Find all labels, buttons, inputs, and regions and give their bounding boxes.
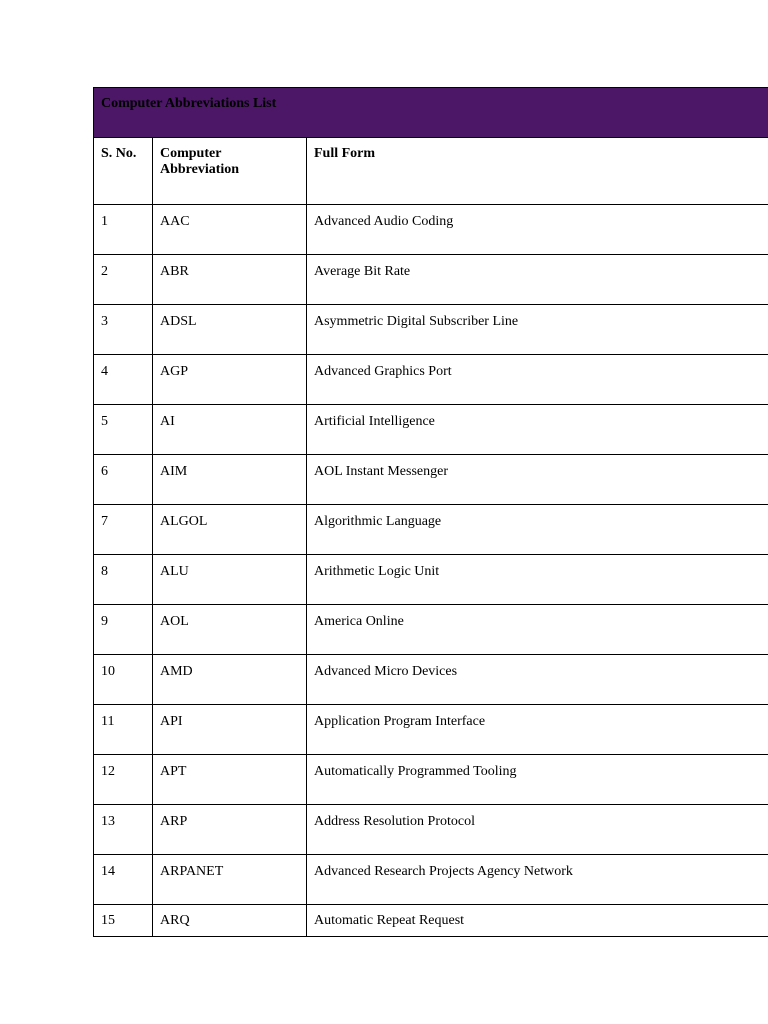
cell-abbreviation: API — [153, 705, 307, 755]
table-row — [94, 205, 768, 255]
cell-abbreviation: AAC — [153, 205, 307, 255]
cell-full-form: Address Resolution Protocol — [307, 805, 768, 855]
cell-serial-number: 12 — [94, 755, 153, 805]
cell-serial-number: 5 — [94, 405, 153, 455]
header-abbreviation: Computer Abbreviation — [153, 138, 307, 205]
cell-abbreviation: AI — [153, 405, 307, 455]
cell-full-form: Algorithmic Language — [307, 505, 768, 555]
cell-abbreviation: ABR — [153, 255, 307, 305]
cell-abbreviation: AMD — [153, 655, 307, 705]
cell-serial-number: 15 — [94, 905, 153, 937]
table-title: Computer Abbreviations List — [94, 88, 768, 138]
cell-full-form: Artificial Intelligence — [307, 405, 768, 455]
cell-full-form: Asymmetric Digital Subscriber Line — [307, 305, 768, 355]
cell-serial-number: 3 — [94, 305, 153, 355]
table-row — [94, 855, 768, 905]
cell-serial-number: 4 — [94, 355, 153, 405]
cell-full-form: Advanced Graphics Port — [307, 355, 768, 405]
cell-full-form: America Online — [307, 605, 768, 655]
cell-full-form: Advanced Research Projects Agency Network — [307, 855, 768, 905]
cell-serial-number: 9 — [94, 605, 153, 655]
table-row — [94, 355, 768, 405]
cell-abbreviation: ARQ — [153, 905, 307, 937]
cell-abbreviation: ADSL — [153, 305, 307, 355]
cell-abbreviation: ARP — [153, 805, 307, 855]
cell-abbreviation: AIM — [153, 455, 307, 505]
header-serial-number: S. No. — [94, 138, 153, 205]
table-row — [94, 255, 768, 305]
cell-full-form: Advanced Micro Devices — [307, 655, 768, 705]
cell-serial-number: 2 — [94, 255, 153, 305]
cell-full-form: AOL Instant Messenger — [307, 455, 768, 505]
table-row — [94, 405, 768, 455]
table-row — [94, 755, 768, 805]
table-row — [94, 805, 768, 855]
table-row — [94, 455, 768, 505]
cell-abbreviation: ALGOL — [153, 505, 307, 555]
cell-serial-number: 8 — [94, 555, 153, 605]
table-row — [94, 505, 768, 555]
table-body — [94, 88, 768, 937]
cell-full-form: Automatic Repeat Request — [307, 905, 768, 937]
cell-serial-number: 10 — [94, 655, 153, 705]
cell-serial-number: 11 — [94, 705, 153, 755]
cell-serial-number: 14 — [94, 855, 153, 905]
table-row — [94, 305, 768, 355]
cell-full-form: Advanced Audio Coding — [307, 205, 768, 255]
cell-abbreviation: ALU — [153, 555, 307, 605]
table-header-row — [94, 138, 768, 205]
cell-abbreviation: AGP — [153, 355, 307, 405]
table-row — [94, 555, 768, 605]
table-row — [94, 655, 768, 705]
table-row — [94, 905, 768, 937]
header-full-form: Full Form — [307, 138, 768, 205]
cell-full-form: Automatically Programmed Tooling — [307, 755, 768, 805]
cell-serial-number: 6 — [94, 455, 153, 505]
cell-serial-number: 7 — [94, 505, 153, 555]
cell-serial-number: 1 — [94, 205, 153, 255]
table-row — [94, 605, 768, 655]
abbreviations-table — [93, 87, 768, 937]
cell-serial-number: 13 — [94, 805, 153, 855]
table-row — [94, 705, 768, 755]
cell-full-form: Average Bit Rate — [307, 255, 768, 305]
cell-full-form: Application Program Interface — [307, 705, 768, 755]
cell-abbreviation: APT — [153, 755, 307, 805]
table-title-row — [94, 88, 768, 138]
cell-abbreviation: AOL — [153, 605, 307, 655]
cell-abbreviation: ARPANET — [153, 855, 307, 905]
cell-full-form: Arithmetic Logic Unit — [307, 555, 768, 605]
